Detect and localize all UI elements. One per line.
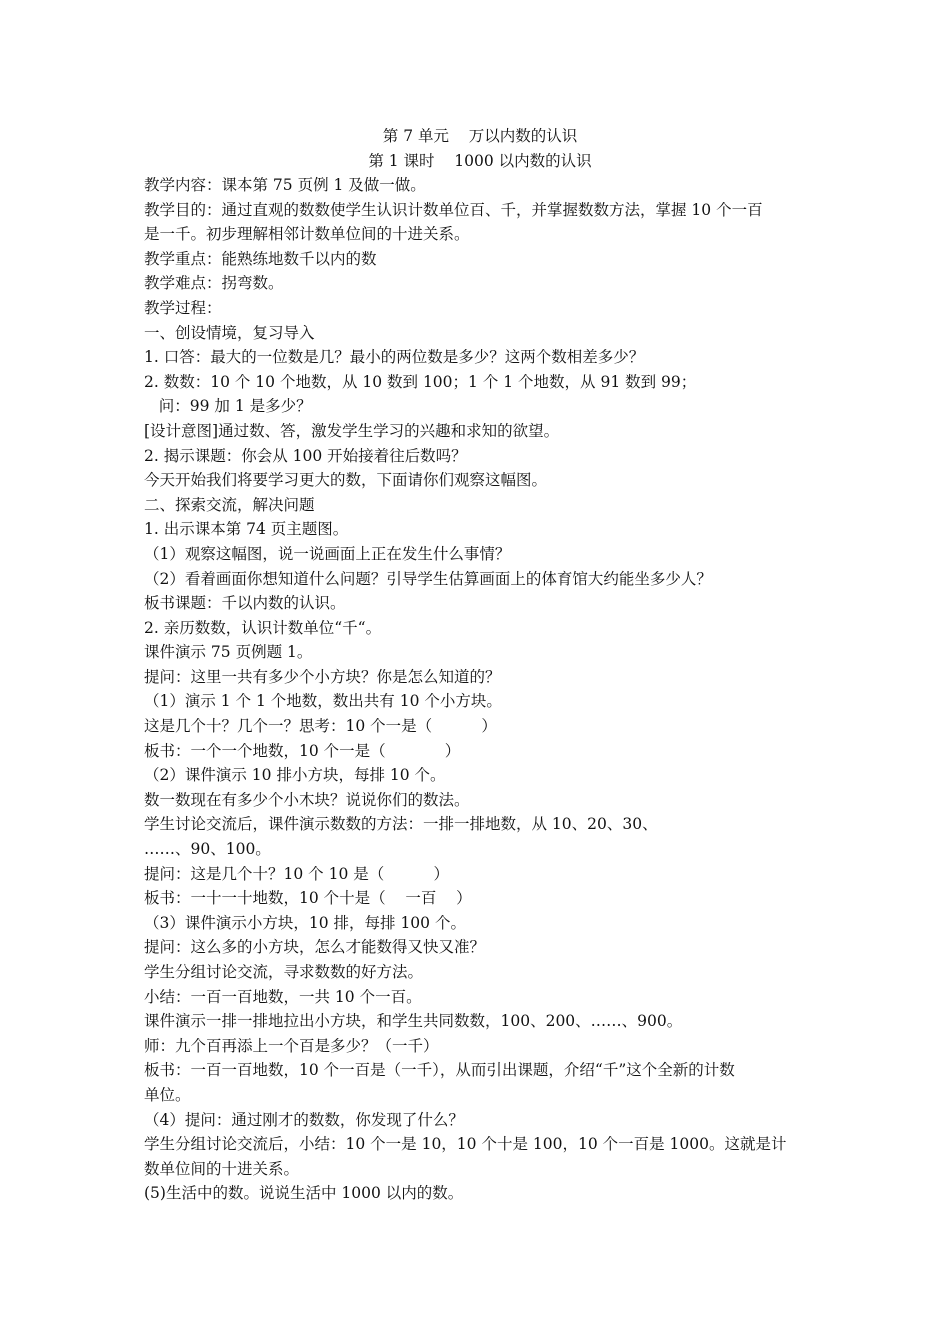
text-line: 是一千。初步理解相邻计数单位间的十进关系。 [144,225,470,244]
text-line: 教学难点：拐弯数。 [144,274,284,293]
text-line: 教学重点：能熟练地数千以内的数 [144,249,377,268]
text-line: （4）提问：通过刚才的数数，你发现了什么？ [144,1110,464,1129]
text-line: 课件演示 75 页例题 1。 [144,643,313,662]
text-line: （2）看着画面你想知道什么问题？引导学生估算画面上的体育馆大约能坐多少人？ [144,569,712,588]
text-line: 2. 亲历数数，认识计数单位“千“。 [144,618,382,637]
text-line: 教学目的：通过直观的数数使学生认识计数单位百、千，并掌握数数方法，掌握 10 个一百 [144,200,763,219]
text-line: 2. 揭示课题：你会从 100 开始接着往后数吗？ [144,446,467,465]
text-line: （1）观察这幅图，说一说画面上正在发生什么事情？ [144,544,511,563]
text-line: 板书：一百一百地数，10 个一百是（一千），从而引出课题，介绍“千”这个全新的计数 [144,1061,735,1080]
text-line: 1. 出示课本第 74 页主题图。 [144,520,349,539]
text-line: 提问：这么多的小方块，怎么才能数得又快又准？ [144,938,486,957]
text-line: 板书：一个一个地数，10 个一是（ ） [144,741,461,760]
text-line: （3）课件演示小方块，10 排，每排 100 个。 [144,913,466,932]
lesson-text [144,173,816,1206]
text-line: 小结：一百一百地数，一共 10 个一百。 [144,987,422,1006]
text-line: (5)生活中的数。说说生活中 1000 以内的数。 [144,1184,464,1203]
text-line: 数一数现在有多少个小木块？说说你们的数法。 [144,790,470,809]
unit-title: 第 7 单元 万以内数的认识 [382,127,578,145]
document-body [144,124,816,1206]
text-line: 2. 数数：10 个 10 个地数，从 10 数到 100；1 个 1 个地数，从 91 数到 99； [144,372,697,391]
text-line: （2）课件演示 10 排小方块，每排 10 个。 [144,766,446,785]
text-line: 师：九个百再添上一个百是多少？（一千） [144,1036,439,1055]
text-line: （1）演示 1 个 1 个地数，数出共有 10 个小方块。 [144,692,502,711]
text-line: 学生分组讨论交流，寻求数数的好方法。 [144,963,424,981]
lesson-title: 第 1 课时 1000 以内数的认识 [368,151,592,170]
text-line: 学生分组讨论交流后，小结：10 个一是 10，10 个十是 100，10 个一百是 1000。这就是计 [144,1135,787,1154]
text-line: 这是几个十？几个一？思考：10 个一是（ ） [144,717,497,736]
text-line: 一、创设情境，复习导入 [144,323,315,342]
text-line: 板书：一十一十地数，10 个十是（ 一百 ） [144,889,472,908]
text-line: 课件演示一排一排地拉出小方块，和学生共同数数，100、200、……、900。 [144,1012,683,1031]
text-line: 提问：这里一共有多少个小方块？你是怎么知道的？ [144,667,501,686]
text-line: 教学内容：课本第 75 页例 1 及做一做。 [144,176,426,194]
text-line: [设计意图]通过数、答，激发学生学习的兴趣和求知的欲望。 [144,421,560,440]
text-line: 单位。 [144,1085,191,1104]
text-line: 1. 口答：最大的一位数是几？最小的两位数是多少？这两个数相差多少？ [144,348,645,367]
text-line: 二、探索交流，解决问题 [144,495,315,514]
text-line: 提问：这是几个十？10 个 10 是（ ） [144,864,449,883]
text-line: 学生讨论交流后，课件演示数数的方法：一排一排地数，从 10、20、30、 [144,815,658,834]
text-line: 数单位间的十进关系。 [144,1159,300,1178]
text-line: 教学过程： [144,298,222,317]
text-line: 板书课题：千以内数的认识。 [144,594,346,613]
text-line: 今天开始我们将要学习更大的数，下面请你们观察这幅图。 [144,471,548,490]
text-line: 问：99 加 1 是多少？ [144,397,312,416]
text-line: ……、90、100。 [144,840,271,859]
